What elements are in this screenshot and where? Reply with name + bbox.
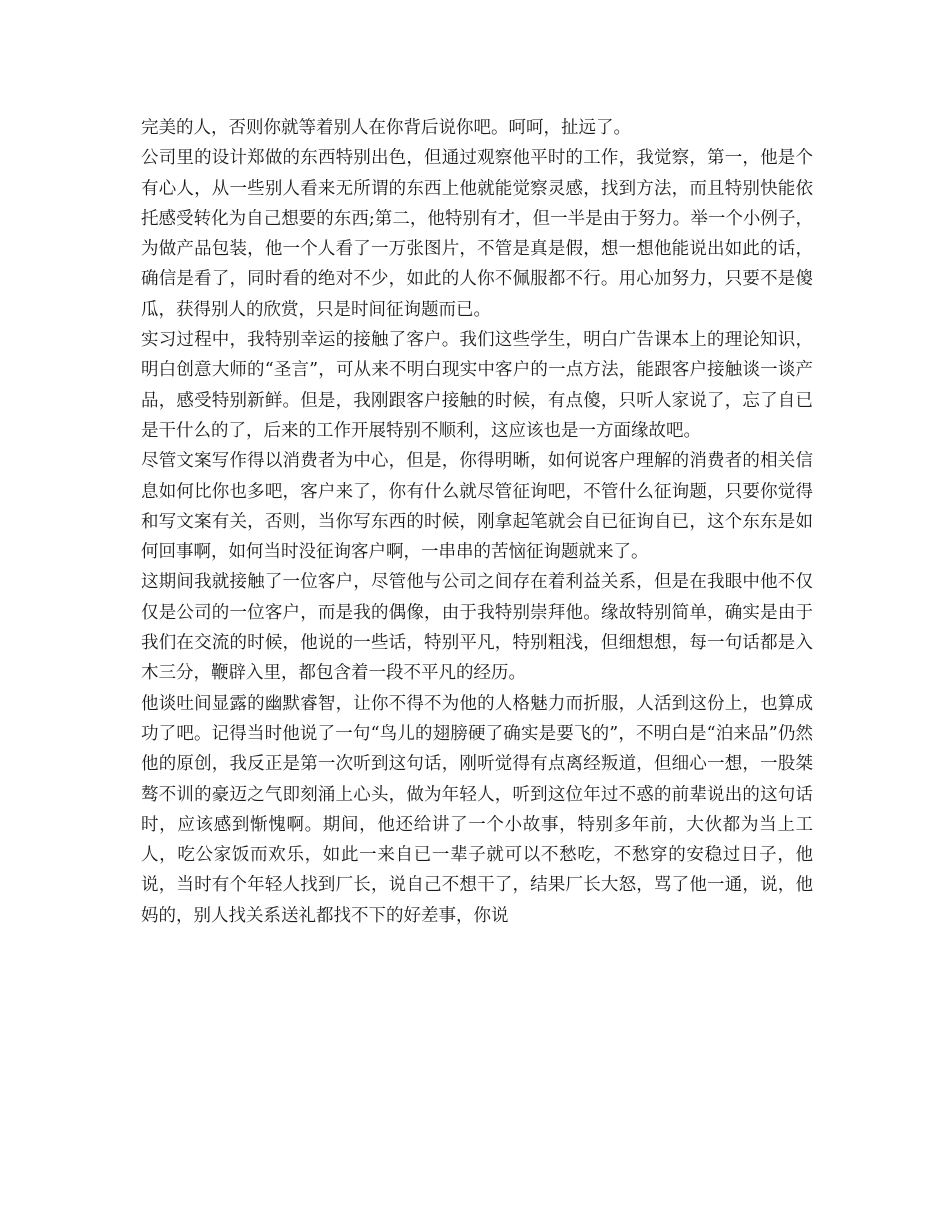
paragraph-5: 这期间我就接触了一位客户，尽管他与公司之间存在着利益关系，但是在我眼中他不仅仅是公司的一位客户，而是我的偶像，由于我特别崇拜他。缘故特别简单，确实是由于我们在交流的时候，他说的一些话，特别平凡，特别粗浅，但细想想，每一句话都是入木三分，鞭辟入里，都包含着一段不平凡的经历。 [141,572,813,684]
paragraph-3: 实习过程中，我特别幸运的接触了客户。我们这些学生，明白广告课本上的理论知识，明白创意大师的“圣言”，可从来不明白现实中客户的一点方法，能跟客户接触谈一谈产品，感受特别新鲜。但是，我刚跟客户接触的时候，有点傻，只听人家说了，忘了自已是干什么的了，后来的工作开展特别不顺利，这应该也是一方面缘故吧。 [141,330,813,441]
paragraph-4: 尽管文案写作得以消费者为中心，但是，你得明晰，如何说客户理解的消费者的相关信息如何比你也多吧，客户来了，你有什么就尽管征询吧，不管什么征询题，只要你觉得和写文案有关，否则，当你写东西的时候，刚拿起笔就会自已征询自已，这个东东是如何回事啊，如何当时没征询客户啊，一串串的苦恼征询题就来了。 [141,451,813,563]
paragraph-6: 他谈吐间显露的幽默睿智，让你不得不为他的人格魅力而折服，人活到这份上，也算成功了吧。记得当时他说了一句“鸟儿的翅膀硬了确实是要飞的”，不明白是“泊来品”仍然他的原创，我反正是第一次听到这句话，刚听觉得有点离经叛道，但细心一想，一股桀骜不训的豪迈之气即刻涌上心头，做为年轻人，听到这位年过不惑的前辈说出的这句话时，应该感到惭愧啊。期间，他还给讲了一个小故事，特别多年前，大伙都为当上工人，吃公家饭而欢乐，如此一来自已一辈子就可以不愁吃，不愁穿的安稳过日子，他说，当时有个年轻人找到厂长，说自己不想干了，结果厂长大怒，骂了他一通，说，他妈的，别人找关系送礼都找不下的好差事，你说 [141,693,813,926]
paragraph-1: 完美的人，否则你就等着别人在你背后说你吧。呵呵，扯远了。 [141,118,631,138]
paragraph-2: 公司里的设计郑做的东西特别出色，但通过观察他平时的工作，我觉察，第一，他是个有心人，从一些别人看来无所谓的东西上他就能觉察灵感，找到方法，而且特别快能依托感受转化为自己想要的东西;第二，他特别有才，但一半是由于努力。举一个小例子，为做产品包装，他一个人看了一万张图片，不管是真是假，想一想他能说出如此的话，确信是看了，同时看的绝对不少，如此的人你不佩服都不行。用心加努力，只要不是傻瓜，获得别人的欣赏，只是时间征询题而已。 [141,148,813,320]
document-body [141,113,813,931]
